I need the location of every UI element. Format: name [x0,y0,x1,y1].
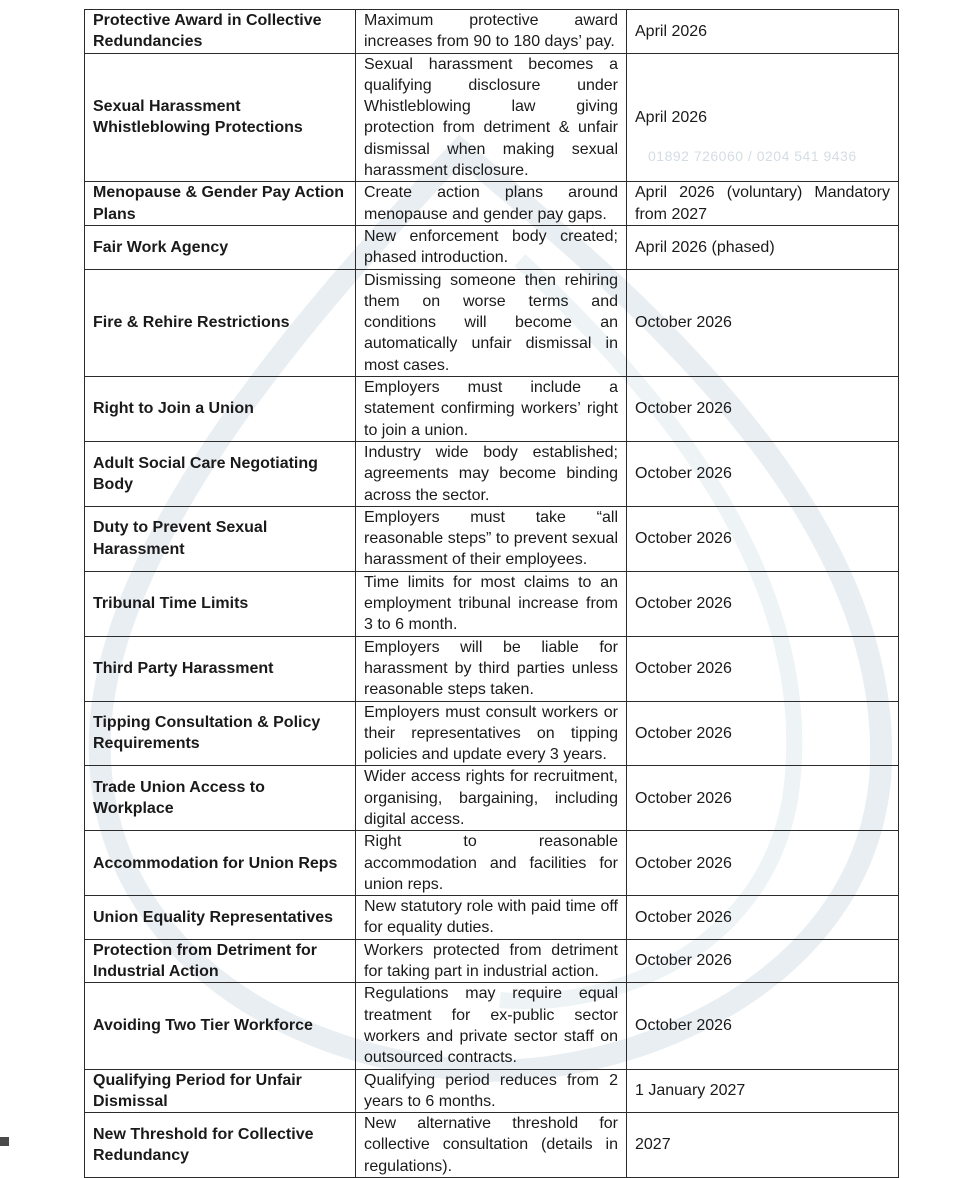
change-cell: Trade Union Access to Workplace [85,766,356,831]
table-row [85,1113,899,1178]
change-cell: Menopause & Gender Pay Action Plans [85,182,356,226]
date-cell: April 2026 (phased) [627,225,899,269]
change-cell: Duty to Prevent Sexual Harassment [85,506,356,571]
change-cell: Fire & Rehire Restrictions [85,269,356,376]
date-cell: October 2026 [627,701,899,766]
date-cell: October 2026 [627,766,899,831]
table-row [85,831,899,896]
page-corner-mark [0,1137,9,1146]
table-row [85,10,899,54]
change-cell: Protective Award in Collective Redundancies [85,10,356,54]
date-cell: October 2026 [627,896,899,940]
description-cell: New enforcement body created; phased introduction. [356,225,627,269]
date-cell: October 2026 [627,441,899,506]
date-cell: April 2026 [627,53,899,182]
table-row [85,766,899,831]
description-cell: Employers must take “all reasonable steps” to prevent sexual harassment of their employees. [356,506,627,571]
date-cell: October 2026 [627,939,899,983]
change-cell: Accommodation for Union Reps [85,831,356,896]
description-cell: Regulations may require equal treatment for ex-public sector workers and private sector staff on outsourced contracts. [356,983,627,1069]
description-cell: Dismissing someone then rehiring them on worse terms and conditions will become an automatically unfair dismissal in most cases. [356,269,627,376]
date-cell: October 2026 [627,377,899,442]
table-row [85,636,899,701]
table-row [85,571,899,636]
change-cell: Tipping Consultation & Policy Requirements [85,701,356,766]
date-cell: October 2026 [627,831,899,896]
table-row [85,225,899,269]
change-cell: Third Party Harassment [85,636,356,701]
table-row [85,983,899,1069]
watermark-phone-text: 01892 726060 / 0204 541 9436 [648,148,857,164]
table-row [85,506,899,571]
description-cell: Maximum protective award increases from 90 to 180 days’ pay. [356,10,627,54]
table-row [85,939,899,983]
date-cell: October 2026 [627,506,899,571]
table-row [85,441,899,506]
table-row [85,182,899,226]
description-cell: Wider access rights for recruitment, organising, bargaining, including digital access. [356,766,627,831]
date-cell: October 2026 [627,269,899,376]
change-cell: Fair Work Agency [85,225,356,269]
change-cell: Sexual Harassment Whistleblowing Protections [85,53,356,182]
description-cell: Time limits for most claims to an employment tribunal increase from 3 to 6 month. [356,571,627,636]
description-cell: New alternative threshold for collective consultation (details in regulations). [356,1113,627,1178]
date-cell: April 2026 [627,10,899,54]
change-cell: New Threshold for Collective Redundancy [85,1113,356,1178]
description-cell: Qualifying period reduces from 2 years to 6 months. [356,1069,627,1113]
description-cell: Sexual harassment becomes a qualifying disclosure under Whistleblowing law giving protection from detriment & unfair dismissal when making sexual harassment disclosure. [356,53,627,182]
description-cell: Employers must include a statement confirming workers’ right to join a union. [356,377,627,442]
change-cell: Tribunal Time Limits [85,571,356,636]
change-cell: Protection from Detriment for Industrial Action [85,939,356,983]
table-row [85,53,899,182]
description-cell: Create action plans around menopause and gender pay gaps. [356,182,627,226]
description-cell: Workers protected from detriment for taking part in industrial action. [356,939,627,983]
table-row [85,377,899,442]
date-cell: 2027 [627,1113,899,1178]
date-cell: October 2026 [627,571,899,636]
date-cell: 1 January 2027 [627,1069,899,1113]
date-cell: October 2026 [627,636,899,701]
change-cell: Right to Join a Union [85,377,356,442]
table-row [85,701,899,766]
table-row [85,896,899,940]
table-row [85,1069,899,1113]
change-cell: Avoiding Two Tier Workforce [85,983,356,1069]
employment-law-changes-table [84,9,899,1178]
description-cell: New statutory role with paid time off for equality duties. [356,896,627,940]
date-cell: April 2026 (voluntary) Mandatory from 2027 [627,182,899,226]
description-cell: Employers must consult workers or their representatives on tipping policies and update every 3 years. [356,701,627,766]
description-cell: Right to reasonable accommodation and facilities for union reps. [356,831,627,896]
table-row [85,269,899,376]
change-cell: Adult Social Care Negotiating Body [85,441,356,506]
change-cell: Union Equality Representatives [85,896,356,940]
date-cell: October 2026 [627,983,899,1069]
description-cell: Employers will be liable for harassment by third parties unless reasonable steps taken. [356,636,627,701]
change-cell: Qualifying Period for Unfair Dismissal [85,1069,356,1113]
description-cell: Industry wide body established; agreements may become binding across the sector. [356,441,627,506]
